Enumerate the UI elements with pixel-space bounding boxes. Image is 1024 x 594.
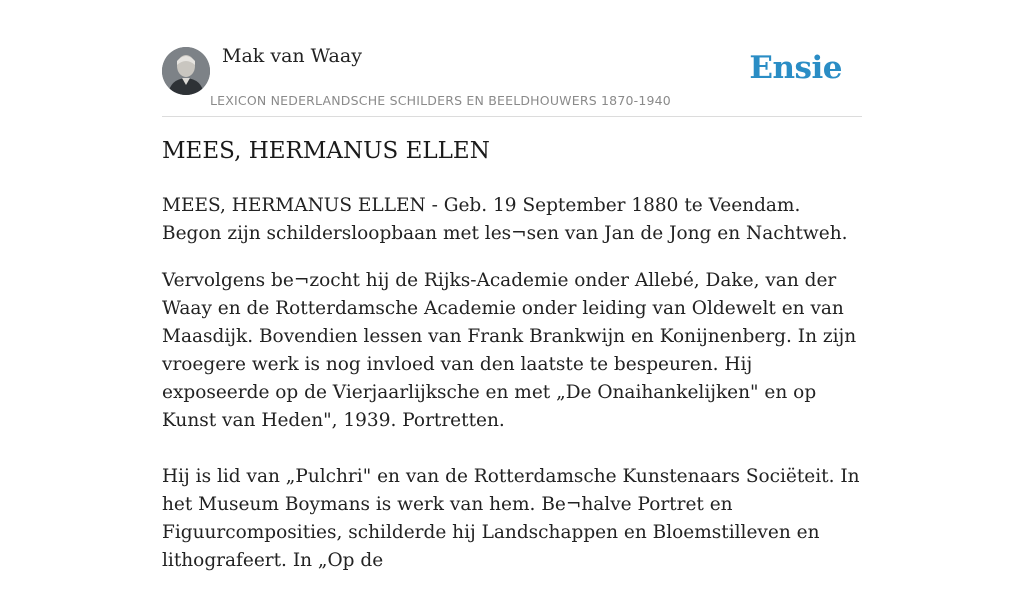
author-avatar[interactable] xyxy=(162,47,210,95)
article-body xyxy=(162,192,862,594)
author-name[interactable]: Mak van Waay xyxy=(222,45,362,67)
source-subtitle[interactable]: LEXICON NEDERLANDSCHE SCHILDERS EN BEELDHOUWERS 1870-1940 xyxy=(210,93,671,108)
article-paragraph: Vervolgens be¬zocht hij de Rijks-Academie onder Allebé, Dake, van der Waay en de Rotterdamsche Academie onder leiding van Oldewelt en van Maasdijk. Bovendien lessen van Frank Brankwijn en Konijnenberg. In zijn vroegere werk is nog invloed van den laatste te bespeuren. Hij exposeerde op de Vierjaarlijksche en met „De Onaihankelijken" en op Kunst van Heden", 1939. Portretten. xyxy=(162,270,857,431)
article-paragraph: Hij is lid van „Pulchri" en van de Rotterdamsche Kunstenaars Sociëteit. In het Museum Boymans is werk van hem. Be¬halve Portret en Figuurcomposities, schilderde hij Landschappen en Bloemstilleven en lithografeert. In „Op de xyxy=(162,466,860,571)
portrait-icon xyxy=(162,47,210,95)
page-container xyxy=(162,0,862,571)
brand-logo[interactable]: Ensie xyxy=(749,50,842,86)
article-paragraph: MEES, HERMANUS ELLEN - Geb. 19 September 1880 te Veendam. Begon zijn schildersloopbaan met les¬sen van Jan de Jong en Nachtweh. xyxy=(162,195,848,244)
article-title: MEES, HERMANUS ELLEN xyxy=(162,138,490,164)
header xyxy=(162,0,862,117)
